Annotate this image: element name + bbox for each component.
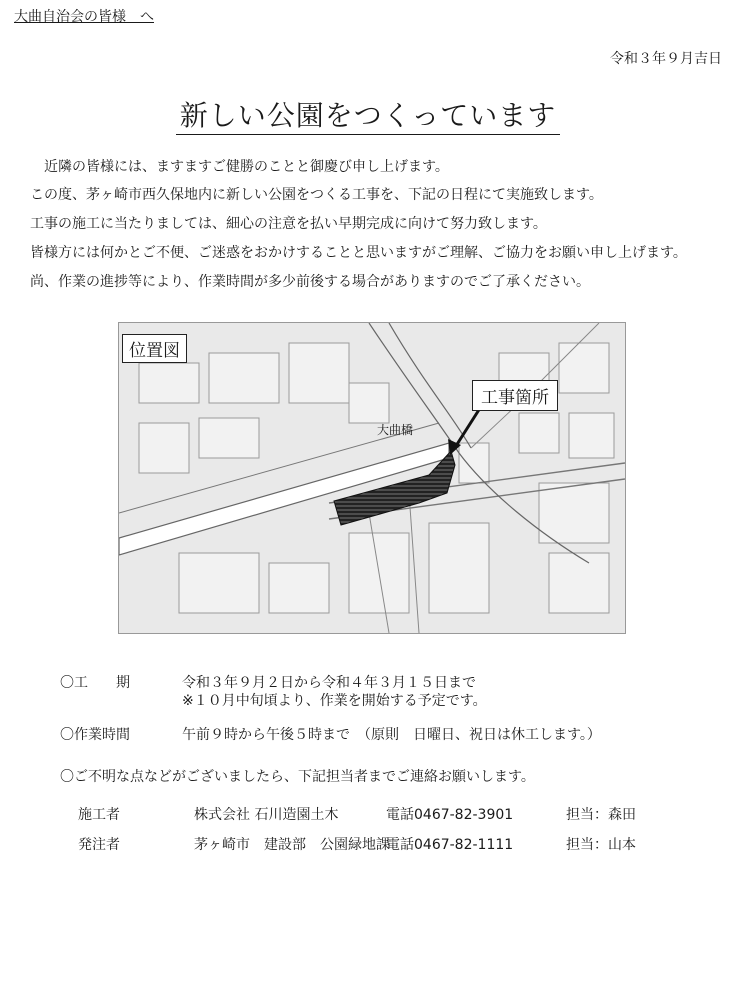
contractor-role: 施工者 <box>78 807 120 823</box>
contractor-org: 株式会社 石川造園土木 <box>194 807 339 823</box>
issue-date: 令和３年９月吉日 <box>610 51 722 67</box>
contractor-phone: 電話0467-82-3901 <box>386 807 514 823</box>
contact-intro: 〇ご不明な点などがございましたら、下記担当者までご連絡お願いします。 <box>60 769 535 785</box>
page-title <box>0 94 736 134</box>
client-role: 発注者 <box>78 837 120 853</box>
period-value: 令和３年９月２日から令和４年３月１５日まで <box>182 675 476 691</box>
client-phone: 電話0467-82-1111 <box>386 837 514 853</box>
body-line: 尚、作業の進捗等により、作業時間が多少前後する場合がありますのでご了承ください。 <box>30 274 590 290</box>
client-org: 茅ヶ崎市 建設部 公園緑地課 <box>194 837 390 853</box>
location-map <box>118 322 626 634</box>
hours-label: 〇作業時間 <box>60 727 130 743</box>
body-line: 近隣の皆様には、ますますご健勝のことと御慶び申し上げます。 <box>44 159 449 175</box>
client-person: 担当：山本 <box>566 837 636 853</box>
hours-value: 午前９時から午後５時まで （原則 日曜日、祝日は休工します。） <box>182 727 601 743</box>
addressee: 大曲自治会の皆様 へ <box>14 9 154 25</box>
period-label: 〇工 期 <box>60 675 130 691</box>
map-drawing <box>119 323 625 633</box>
period-note: ※１０月中旬頃より、作業を開始する予定です。 <box>182 693 487 709</box>
body-line: この度、茅ヶ崎市西久保地内に新しい公園をつくる工事を、下記の日程にて実施致します。 <box>30 187 603 203</box>
page-title-text: 新しい公園をつくっています <box>176 99 560 135</box>
body-line: 皆様方には何かとご不便、ご迷惑をおかけすることと思いますがご理解、ご協力をお願い申し上げます。 <box>30 245 687 261</box>
body-line: 工事の施工に当たりましては、細心の注意を払い早期完成に向けて努力致します。 <box>30 216 547 232</box>
contractor-person: 担当：森田 <box>566 807 636 823</box>
construction-callout: 工事箇所 <box>472 380 558 411</box>
bridge-label: 大曲橋 <box>377 423 414 437</box>
map-legend: 位置図 <box>122 334 187 363</box>
